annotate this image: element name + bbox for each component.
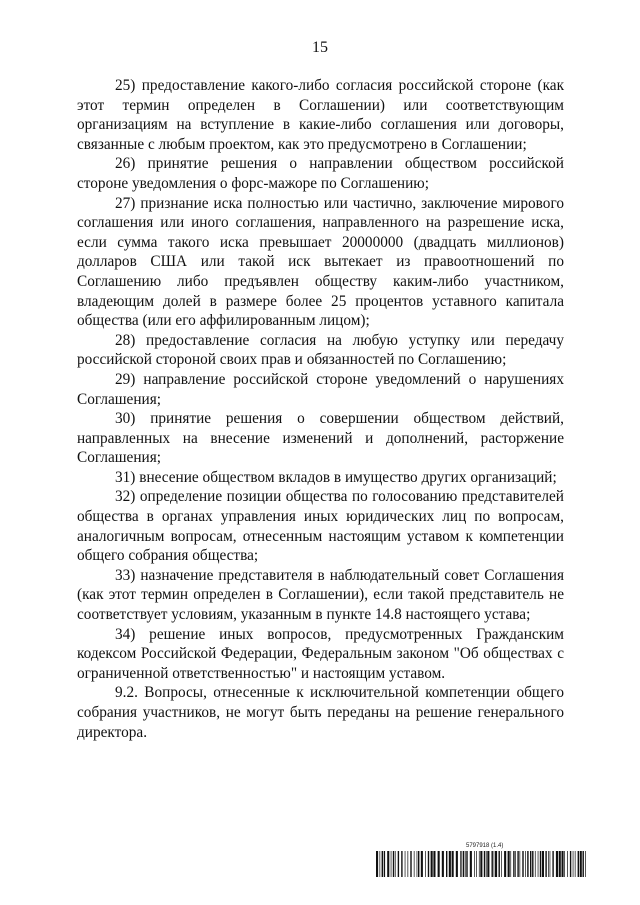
barcode-caption: 5797918 (1.4)	[466, 843, 504, 849]
paragraph-26: 26) принятие решения о направлении обществом российской стороне уведомления о форс-мажоре по Соглашению;	[77, 155, 564, 192]
barcode-block	[376, 843, 586, 879]
paragraph-25: 25) предоставление какого-либо согласия российской стороне (как этот термин определен в Соглашении) или соответствующим организациям на вступление в какие-либо соглашения или договоры, связанные с любым проектом, как это предусмотрено в Соглашении;	[77, 77, 564, 153]
barcode-image	[376, 851, 586, 877]
paragraph-34: 34) решение иных вопросов, предусмотренных Гражданским кодексом Российской Федерации, Федеральным законом "Об обществах с ограниченной ответственностью" и настоящим уставом.	[77, 625, 564, 682]
paragraph-28: 28) предоставление согласия на любую уступку или передачу российской стороной своих прав и обязанностей по Соглашению;	[77, 331, 564, 369]
paragraph-33: 33) назначение представителя в наблюдательный совет Соглашения (как этот термин определен в Соглашении), если такой представитель не соответствует условиям, указанным в пункте 14.8 настоящего устава;	[77, 566, 564, 624]
paragraph-29: 29) направление российской стороне уведомлений о нарушениях Соглашения;	[77, 370, 564, 408]
page-number: 15	[312, 39, 328, 56]
paragraph-30: 30) принятие решения о совершении обществом действий, направленных на внесение изменений и дополнений, расторжение Соглашения;	[77, 410, 564, 467]
paragraph-9-2: 9.2. Вопросы, отнесенные к исключительной компетенции общего собрания участников, не могут быть переданы на решение генерального директора.	[77, 684, 564, 741]
document-body	[77, 76, 564, 742]
paragraph-31: 31) внесение обществом вкладов в имущество других организаций;	[115, 468, 557, 486]
paragraph-27: 27) признание иска полностью или частично, заключение мирового соглашения или иного соглашения, направленного на разрешение иска, если сумма такого иска превышает 20000000 (двадцать миллионов) долларов США или такой иск вытекает из правоотношений по Соглашению либо предъявлен обществу каким-либо участником, владеющим долей в размере более 25 процентов уставного капитала общества (или его аффилированным лицом);	[77, 194, 564, 330]
paragraph-32: 32) определение позиции общества по голосованию представителей общества в органах управления иных юридических лиц по вопросам, аналогичным вопросам, отнесенным настоящим уставом к компетенции общего собрания общества;	[77, 488, 564, 565]
